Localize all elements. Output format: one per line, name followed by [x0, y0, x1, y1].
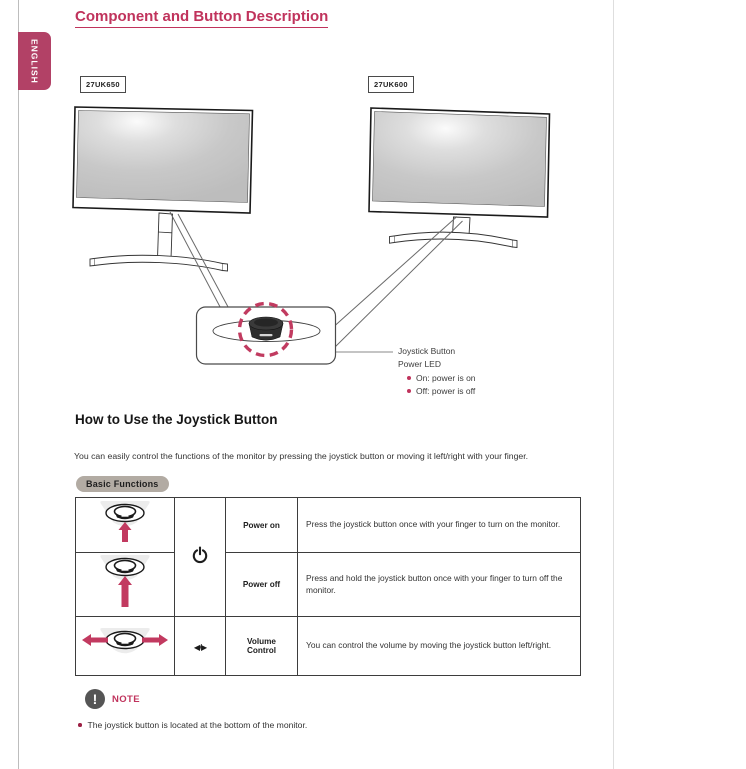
function-description: Press the joystick button once with your finger to turn on the monitor. — [298, 498, 581, 553]
led-state-off: Off: power is off — [407, 385, 476, 399]
model-label-27uk600: 27UK600 — [368, 76, 414, 93]
function-description: Press and hold the joystick button once with your finger to turn off the monitor. — [298, 553, 581, 617]
table-row-power-off — [76, 553, 581, 617]
note-label: NOTE — [112, 694, 140, 705]
function-name: Power off — [226, 553, 298, 617]
joystick-button-drawing — [249, 317, 283, 340]
page-title: Component and Button Description — [75, 8, 328, 28]
monitor-27uk600 — [369, 108, 550, 248]
left-right-arrows-icon: ◀/▶ — [175, 617, 226, 676]
joystick-zoom-box — [197, 304, 336, 365]
function-name: Power on — [226, 498, 298, 553]
led-state-on: On: power is on — [407, 371, 476, 385]
model-label-27uk650: 27UK650 — [80, 76, 126, 93]
joystick-press-short-arrow-image — [76, 498, 175, 553]
joystick-callout-label — [398, 345, 455, 371]
basic-functions-badge: Basic Functions — [76, 476, 169, 492]
power-led-label: Power LED — [398, 359, 441, 369]
note-item: The joystick button is located at the bottom of the monitor. — [78, 720, 307, 730]
section-heading: How to Use the Joystick Button — [75, 412, 278, 427]
function-description: You can control the volume by moving the joystick button left/right. — [298, 617, 581, 676]
function-name: Volume Control — [226, 617, 298, 676]
monitor-27uk650 — [73, 107, 253, 271]
language-tab-label: ENGLISH — [29, 38, 40, 84]
note-exclamation-icon: ! — [85, 689, 105, 709]
table-row-volume-control — [76, 617, 581, 676]
power-led-states — [407, 371, 476, 398]
section-paragraph: You can easily control the functions of the monitor by pressing the joystick button or moving it left/right with your finger. — [74, 450, 529, 461]
power-icon — [191, 546, 209, 564]
joystick-button-label: Joystick Button — [398, 346, 456, 356]
bullet-dot-icon — [78, 723, 82, 727]
bullet-dot-icon — [407, 389, 411, 393]
table-row-power-on — [76, 498, 581, 553]
joystick-press-long-arrow-image — [76, 553, 175, 617]
basic-functions-table — [75, 497, 581, 676]
bullet-dot-icon — [407, 376, 411, 380]
joystick-move-left-right-image — [76, 617, 175, 676]
power-icon-cell — [175, 498, 226, 617]
